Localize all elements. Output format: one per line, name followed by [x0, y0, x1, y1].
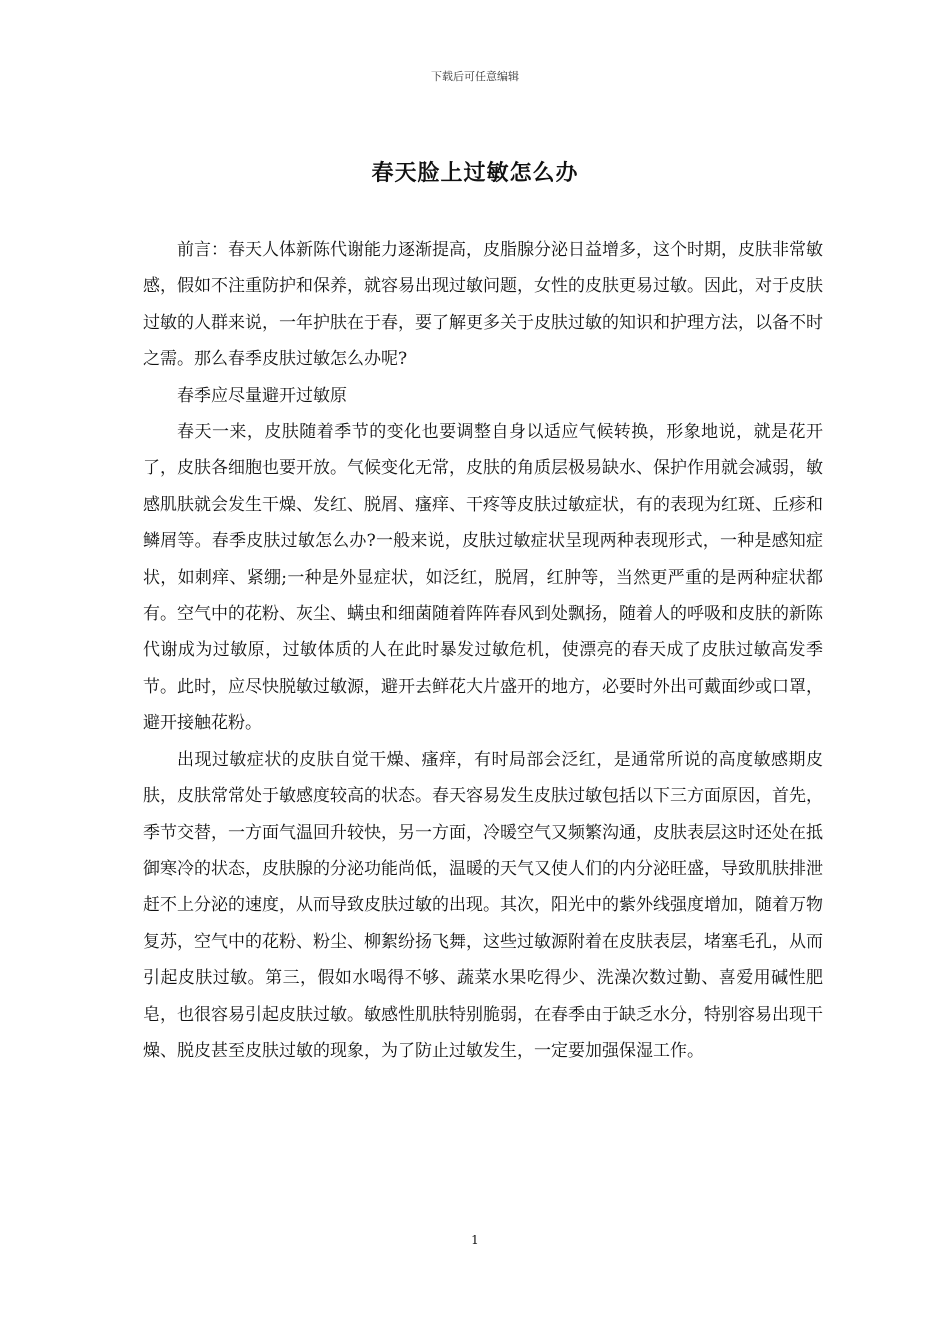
header-note: 下载后可任意编辑 [431, 70, 519, 83]
body-paragraph: 春天一来，皮肤随着季节的变化也要调整自身以适应气候转换，形象地说，就是花开了，皮肤各细胞也要开放。气候变化无常，皮肤的角质层极易缺水、保护作用就会减弱，敏感肌肤就会发生干燥、发红、脱屑、瘙痒、干疼等皮肤过敏症状，有的表现为红斑、丘疹和鳞屑等。春季皮肤过敏怎么办?一般来说，皮肤过敏症状呈现两种表现形式，一种是感知症状，如刺痒、紧绷;一种是外显症状，如泛红，脱屑，红肿等，当然更严重的是两种症状都有。空气中的花粉、灰尘、螨虫和细菌随着阵阵春风到处飘扬，随着人的呼吸和皮肤的新陈代谢成为过敏原，过敏体质的人在此时暴发过敏危机，使漂亮的春天成了皮肤过敏高发季节。此时，应尽快脱敏过敏源，避开去鲜花大片盛开的地方，必要时外出可戴面纱或口罩，避开接触花粉。 [143, 422, 823, 734]
document-body [143, 232, 823, 1069]
page-number: 1 [471, 1233, 479, 1247]
section-heading: 春季应尽量避开过敏原 [177, 385, 347, 406]
document-title: 春天脸上过敏怎么办 [371, 160, 579, 186]
intro-paragraph: 前言：春天人体新陈代谢能力逐渐提高，皮脂腺分泌日益增多，这个时期，皮肤非常敏感，假如不注重防护和保养，就容易出现过敏问题，女性的皮肤更易过敏。因此，对于皮肤过敏的人群来说，一年护肤在于春，要了解更多关于皮肤过敏的知识和护理方法，以备不时之需。那么春季皮肤过敏怎么办呢? [143, 240, 823, 370]
body-paragraph: 出现过敏症状的皮肤自觉干燥、瘙痒，有时局部会泛红，是通常所说的高度敏感期皮肤，皮肤常常处于敏感度较高的状态。春天容易发生皮肤过敏包括以下三方面原因，首先，季节交替，一方面气温回升较快，另一方面，冷暖空气又频繁沟通，皮肤表层这时还处在抵御寒冷的状态，皮肤腺的分泌功能尚低，温暖的天气又使人们的内分泌旺盛，导致肌肤排泄赶不上分泌的速度，从而导致皮肤过敏的出现。其次，阳光中的紫外线强度增加，随着万物复苏，空气中的花粉、粉尘、柳絮纷扬飞舞，这些过敏源附着在皮肤表层，堵塞毛孔，从而引起皮肤过敏。第三，假如水喝得不够、蔬菜水果吃得少、洗澡次数过勤、喜爱用碱性肥皂，也很容易引起皮肤过敏。敏感性肌肤特别脆弱，在春季由于缺乏水分，特别容易出现干燥、脱皮甚至皮肤过敏的现象，为了防止过敏发生，一定要加强保湿工作。 [143, 749, 823, 1061]
